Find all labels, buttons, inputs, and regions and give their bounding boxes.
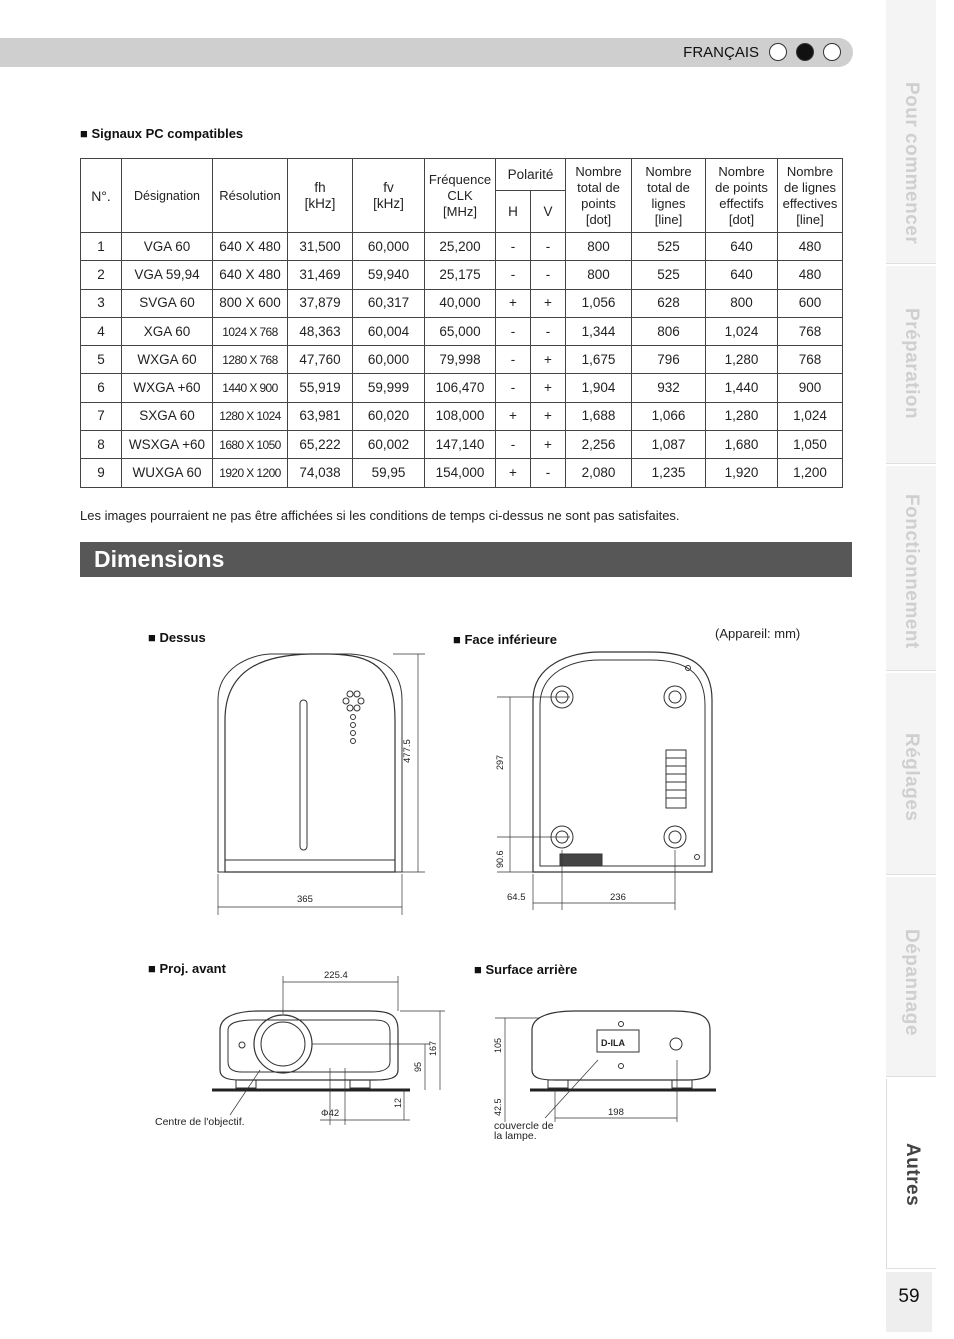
- table-cell: +: [531, 431, 566, 459]
- table-cell: 1,087: [632, 431, 706, 459]
- table-cell: 31,469: [288, 261, 353, 289]
- table-cell: -: [496, 374, 531, 402]
- table-cell: SXGA 60: [122, 402, 213, 430]
- control-buttons-icon: [343, 691, 364, 744]
- table-cell: 65,000: [425, 317, 496, 345]
- section-title-signals: ■ Signaux PC compatibles: [80, 126, 244, 141]
- lamp-cover-label-line1: couvercle de: [494, 1120, 554, 1132]
- table-cell: 1,680: [706, 431, 778, 459]
- table-cell: 2,256: [566, 431, 632, 459]
- table-cell: 1920 X 1200: [213, 459, 288, 487]
- table-cell: -: [496, 431, 531, 459]
- table-cell: 1,050: [778, 431, 843, 459]
- header-total-lines: Nombre total de lignes [line]: [632, 159, 706, 233]
- table-cell: +: [531, 289, 566, 317]
- table-cell: VGA 60: [122, 233, 213, 261]
- tab-label: Fonctionnement: [901, 494, 922, 649]
- table-cell: 800 X 600: [213, 289, 288, 317]
- header-fh: fh [kHz]: [288, 159, 353, 233]
- table-cell: 525: [632, 233, 706, 261]
- dim-bottom-90-6: 90.6: [495, 850, 505, 868]
- table-cell: 55,919: [288, 374, 353, 402]
- table-cell: 1: [81, 233, 122, 261]
- table-cell: 640 X 480: [213, 261, 288, 289]
- table-cell: 1440 X 900: [213, 374, 288, 402]
- table-cell: 48,363: [288, 317, 353, 345]
- dim-bottom-297: 297: [495, 754, 505, 770]
- table-cell: +: [496, 289, 531, 317]
- table-cell: 1,688: [566, 402, 632, 430]
- table-cell: 147,140: [425, 431, 496, 459]
- table-cell: +: [496, 402, 531, 430]
- table-cell: 74,038: [288, 459, 353, 487]
- table-cell: -: [496, 261, 531, 289]
- table-cell: +: [531, 402, 566, 430]
- header-num: N°.: [81, 159, 122, 233]
- table-cell: -: [531, 261, 566, 289]
- table-cell: 1680 X 1050: [213, 431, 288, 459]
- table-cell: 6: [81, 374, 122, 402]
- signals-note: Les images pourraient ne pas être affichées si les conditions de temps ci-dessus ne sont pas satisfaites.: [80, 508, 680, 523]
- table-cell: 1,920: [706, 459, 778, 487]
- dim-bottom-64-5: 64.5: [507, 892, 526, 903]
- table-cell: 1024 X 768: [213, 317, 288, 345]
- front-view-drawing: [212, 976, 445, 1125]
- dim-front-225-4: 225.4: [324, 970, 348, 981]
- table-cell: 60,000: [353, 346, 425, 374]
- header-v: V: [531, 191, 566, 233]
- dila-logo: D-ILA: [601, 1038, 625, 1048]
- tab-label: Pour commencer: [901, 82, 922, 245]
- language-label: FRANÇAIS: [683, 44, 759, 61]
- table-cell: 640: [706, 233, 778, 261]
- table-cell: 600: [778, 289, 843, 317]
- table-cell: +: [531, 346, 566, 374]
- lamp-cover-label-line2: la lampe.: [494, 1130, 537, 1142]
- header-fv: fv [kHz]: [353, 159, 425, 233]
- table-cell: 60,020: [353, 402, 425, 430]
- table-cell: 63,981: [288, 402, 353, 430]
- tab-label: Préparation: [901, 308, 922, 420]
- table-cell: 2: [81, 261, 122, 289]
- table-cell: 59,999: [353, 374, 425, 402]
- table-cell: 4: [81, 317, 122, 345]
- unit-note: (Appareil: mm): [715, 626, 801, 641]
- table-cell: 640 X 480: [213, 233, 288, 261]
- table-cell: 768: [778, 346, 843, 374]
- table-cell: 31,500: [288, 233, 353, 261]
- table-cell: 5: [81, 346, 122, 374]
- table-cell: 60,002: [353, 431, 425, 459]
- table-cell: WSXGA +60: [122, 431, 213, 459]
- lens-center-label: Centre de l'objectif.: [155, 1116, 245, 1128]
- table-cell: -: [531, 459, 566, 487]
- table-cell: 796: [632, 346, 706, 374]
- table-cell: 65,222: [288, 431, 353, 459]
- table-cell: 628: [632, 289, 706, 317]
- dim-bottom-236: 236: [610, 892, 626, 903]
- table-cell: 40,000: [425, 289, 496, 317]
- table-cell: 1,344: [566, 317, 632, 345]
- header-h: H: [496, 191, 531, 233]
- table-cell: 108,000: [425, 402, 496, 430]
- table-cell: 1280 X 768: [213, 346, 288, 374]
- view-label-bottom: ■ Face inférieure: [453, 632, 557, 647]
- top-view-drawing: [218, 654, 425, 915]
- table-cell: -: [496, 233, 531, 261]
- view-label-rear: ■ Surface arrière: [474, 962, 578, 977]
- table-cell: 3: [81, 289, 122, 317]
- table-cell: 1,066: [632, 402, 706, 430]
- table-cell: 1,235: [632, 459, 706, 487]
- header-eff-dots: Nombre de points effectifs [dot]: [706, 159, 778, 233]
- table-cell: 640: [706, 261, 778, 289]
- bottom-view-drawing: [497, 652, 712, 910]
- table-cell: 8: [81, 431, 122, 459]
- header-polarity: Polarité: [496, 159, 566, 191]
- table-cell: -: [531, 317, 566, 345]
- table-cell: 480: [778, 261, 843, 289]
- table-cell: 800: [566, 261, 632, 289]
- dim-front-phi42: Φ42: [321, 1108, 340, 1119]
- table-cell: 25,200: [425, 233, 496, 261]
- table-cell: 480: [778, 233, 843, 261]
- table-cell: XGA 60: [122, 317, 213, 345]
- table-cell: 2,080: [566, 459, 632, 487]
- header-total-dots: Nombre total de points [dot]: [566, 159, 632, 233]
- table-cell: +: [531, 374, 566, 402]
- dim-front-95: 95: [413, 1061, 423, 1072]
- table-cell: 932: [632, 374, 706, 402]
- table-cell: 768: [778, 317, 843, 345]
- table-cell: 106,470: [425, 374, 496, 402]
- table-cell: 1,280: [706, 346, 778, 374]
- view-label-top: ■ Dessus: [148, 630, 206, 645]
- table-cell: -: [496, 346, 531, 374]
- table-cell: 525: [632, 261, 706, 289]
- header-designation: Désignation: [122, 159, 213, 233]
- table-cell: 1,024: [706, 317, 778, 345]
- dimensions-title: Dimensions: [94, 546, 225, 572]
- dim-front-167: 167: [428, 1040, 438, 1056]
- dim-top-width: 365: [297, 894, 313, 905]
- table-cell: WUXGA 60: [122, 459, 213, 487]
- dim-rear-105: 105: [493, 1037, 503, 1053]
- table-cell: 59,940: [353, 261, 425, 289]
- table-cell: 154,000: [425, 459, 496, 487]
- table-cell: 1,200: [778, 459, 843, 487]
- header-clk: Fréquence CLK [MHz]: [425, 159, 496, 233]
- table-cell: 1,675: [566, 346, 632, 374]
- table-cell: 60,004: [353, 317, 425, 345]
- tab-label: Réglages: [901, 733, 922, 822]
- tab-label: Autres: [902, 1143, 923, 1207]
- table-cell: 806: [632, 317, 706, 345]
- table-cell: 1,056: [566, 289, 632, 317]
- table-cell: 800: [566, 233, 632, 261]
- table-cell: WXGA 60: [122, 346, 213, 374]
- table-cell: 60,000: [353, 233, 425, 261]
- table-cell: 37,879: [288, 289, 353, 317]
- table-cell: 1,280: [706, 402, 778, 430]
- table-cell: 59,95: [353, 459, 425, 487]
- table-cell: 79,998: [425, 346, 496, 374]
- table-cell: -: [496, 317, 531, 345]
- dim-rear-198: 198: [608, 1107, 624, 1118]
- header-resolution: Résolution: [213, 159, 288, 233]
- table-cell: VGA 59,94: [122, 261, 213, 289]
- table-cell: 25,175: [425, 261, 496, 289]
- table-cell: 1,904: [566, 374, 632, 402]
- table-cell: 1,024: [778, 402, 843, 430]
- tab-label: Dépannage: [901, 929, 922, 1036]
- table-cell: +: [496, 459, 531, 487]
- table-cell: 60,317: [353, 289, 425, 317]
- dim-top-depth: 477.5: [402, 739, 413, 763]
- table-cell: 800: [706, 289, 778, 317]
- view-label-front: ■ Proj. avant: [148, 961, 226, 976]
- rear-view-drawing: [495, 1011, 716, 1122]
- table-cell: 900: [778, 374, 843, 402]
- table-cell: 9: [81, 459, 122, 487]
- table-cell: 1280 X 1024: [213, 402, 288, 430]
- table-cell: 1,440: [706, 374, 778, 402]
- header-eff-lines: Nombre de lignes effectives [line]: [778, 159, 843, 233]
- dim-rear-42-5: 42.5: [493, 1098, 503, 1116]
- table-cell: -: [531, 233, 566, 261]
- table-cell: WXGA +60: [122, 374, 213, 402]
- table-cell: 47,760: [288, 346, 353, 374]
- table-cell: SVGA 60: [122, 289, 213, 317]
- dim-front-12: 12: [393, 1097, 403, 1108]
- table-cell: 7: [81, 402, 122, 430]
- page-number: 59: [898, 1286, 920, 1307]
